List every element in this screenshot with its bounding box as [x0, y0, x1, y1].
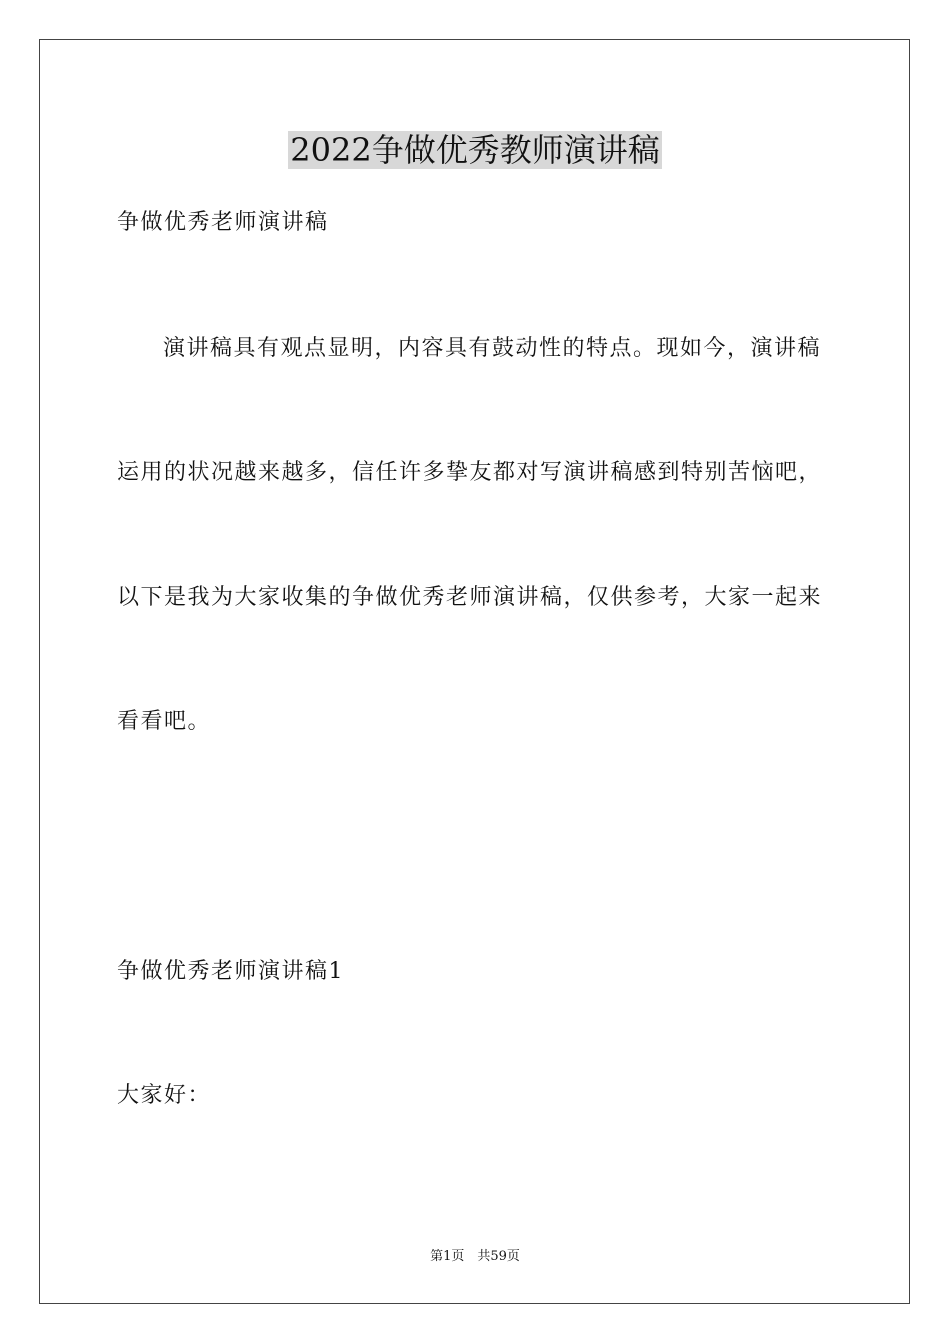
document-title [0, 128, 950, 172]
intro-line-3: 以下是我为大家收集的争做优秀老师演讲稿，仅供参考，大家一起来 [117, 585, 823, 610]
title-text: 2022争做优秀教师演讲稿 [290, 131, 660, 169]
section-heading: 争做优秀老师演讲稿1 [117, 959, 344, 984]
subtitle: 争做优秀老师演讲稿 [117, 210, 329, 235]
greeting: 大家好： [117, 1083, 212, 1108]
intro-line-4: 看看吧。 [117, 709, 212, 734]
intro-line-1: 演讲稿具有观点显明，内容具有鼓动性的特点。现如今，演讲稿 [163, 336, 822, 361]
intro-line-2: 运用的状况越来越多，信任许多挚友都对写演讲稿感到特别苦恼吧， [117, 460, 823, 485]
page-number-footer: 第1页 共59页 [430, 1249, 520, 1264]
